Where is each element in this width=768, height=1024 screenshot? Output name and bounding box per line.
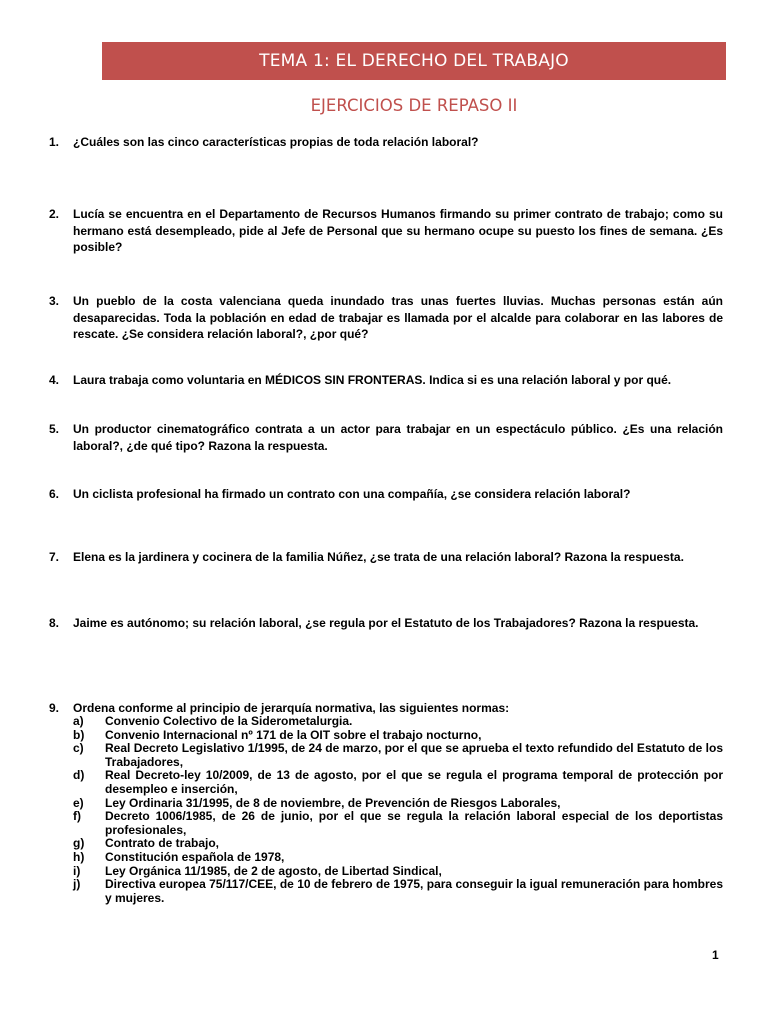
question-number: 2.: [49, 207, 60, 221]
page-number: 1: [712, 948, 719, 962]
norm-text: Constitución española de 1978,: [105, 849, 285, 864]
norm-letter: c): [73, 741, 84, 756]
question-text: Ordena conforme al principio de jerarquía normativa, las siguientes normas:: [73, 701, 510, 715]
norm-text: Directiva europea 75/117/CEE, de 10 de febrero de 1975, para conseguir la igual remuneración para hombres y mujeres.: [105, 877, 723, 905]
norm-item: [49, 878, 723, 905]
page-subtitle: EJERCICIOS DE REPASO II: [310, 96, 518, 115]
question-number: 3.: [49, 294, 60, 308]
question-7: [49, 549, 723, 566]
norm-letter: h): [73, 849, 85, 864]
page-title: TEMA 1: EL DERECHO DEL TRABAJO: [259, 51, 569, 71]
norm-text: Ley Orgánica 11/1985, de 2 de agosto, de Libertad Sindical,: [105, 863, 442, 878]
question-number: 7.: [49, 550, 60, 564]
question-text: Un ciclista profesional ha firmado un contrato con una compañía, ¿se considera relación laboral?: [73, 487, 631, 501]
question-text: Elena es la jardinera y cocinera de la familia Núñez, ¿se trata de una relación laboral? Razona la respuesta.: [73, 550, 684, 564]
norm-text: Decreto 1006/1985, de 26 de junio, por el que se regula la relación laboral especial de los deportistas profesionales,: [105, 809, 723, 837]
norm-letter: b): [73, 727, 85, 742]
norm-item: [49, 865, 723, 879]
question-8: [49, 615, 723, 632]
norm-letter: g): [73, 836, 85, 851]
norm-text: Real Decreto Legislativo 1/1995, de 24 de marzo, por el que se aprueba el texto refundido del Estatuto de los Trabajadores,: [105, 741, 723, 769]
norm-text: Contrato de trabajo,: [105, 836, 220, 851]
norm-text: Convenio Colectivo de la Siderometalurgia.: [105, 714, 353, 728]
norms-list: [49, 715, 723, 905]
norm-item: [49, 729, 723, 743]
question-number: 1.: [49, 135, 60, 149]
question-text: Jaime es autónomo; su relación laboral, ¿se regula por el Estatuto de los Trabajadores? Razona la respuesta.: [73, 616, 699, 630]
question-6: [49, 486, 723, 503]
question-number: 4.: [49, 373, 60, 387]
question-text: ¿Cuáles son las cinco características propias de toda relación laboral?: [73, 135, 479, 149]
question-number: 6.: [49, 487, 60, 501]
question-text: Laura trabaja como voluntaria en MÉDICOS SIN FRONTERAS. Indica si es una relación laboral y por qué.: [73, 373, 672, 387]
norm-item: [49, 810, 723, 837]
question-number: 5.: [49, 422, 60, 436]
norm-item: [49, 715, 723, 729]
norm-text: Real Decreto-ley 10/2009, de 13 de agosto, por el que se regula el programa temporal de protección por desempleo e inserción,: [105, 768, 723, 796]
norm-item: [49, 742, 723, 769]
question-text: Un pueblo de la costa valenciana queda inundado tras unas fuertes lluvias. Muchas personas están aún desaparecidas. Toda la población en edad de trabajar es llamada por el alcalde para colaborar en las labores de rescate. ¿Se considera relación laboral?, ¿por qué?: [73, 294, 723, 341]
norm-item: [49, 769, 723, 796]
norm-item: [49, 797, 723, 811]
norm-letter: f): [73, 809, 81, 824]
question-number: 8.: [49, 616, 60, 630]
question-1: [49, 134, 723, 151]
question-2: [49, 206, 723, 256]
norm-letter: j): [73, 877, 81, 892]
norm-item: [49, 837, 723, 851]
question-5: [49, 421, 723, 454]
norm-letter: i): [73, 863, 81, 878]
question-text: Lucía se encuentra en el Departamento de Recursos Humanos firmando su primer contrato de trabajo; como su hermano está desempleado, pide al Jefe de Personal que su hermano ocupe su puesto los fines de semana. ¿Es posible?: [73, 207, 723, 254]
norm-text: Ley Ordinaria 31/1995, de 8 de noviembre, de Prevención de Riesgos Laborales,: [105, 795, 561, 810]
norm-letter: e): [73, 795, 84, 810]
question-4: [49, 372, 723, 389]
question-number: 9.: [49, 701, 60, 715]
question-3: [49, 293, 723, 343]
norm-letter: a): [73, 714, 84, 728]
norm-item: [49, 851, 723, 865]
title-banner: [102, 42, 726, 80]
norm-letter: d): [73, 768, 85, 783]
norm-text: Convenio Internacional nº 171 de la OIT sobre el trabajo nocturno,: [105, 727, 482, 742]
question-text: Un productor cinematográfico contrata a un actor para trabajar en un espectáculo público. ¿Es una relación laboral?, ¿de qué tipo? Razona la respuesta.: [73, 422, 723, 453]
